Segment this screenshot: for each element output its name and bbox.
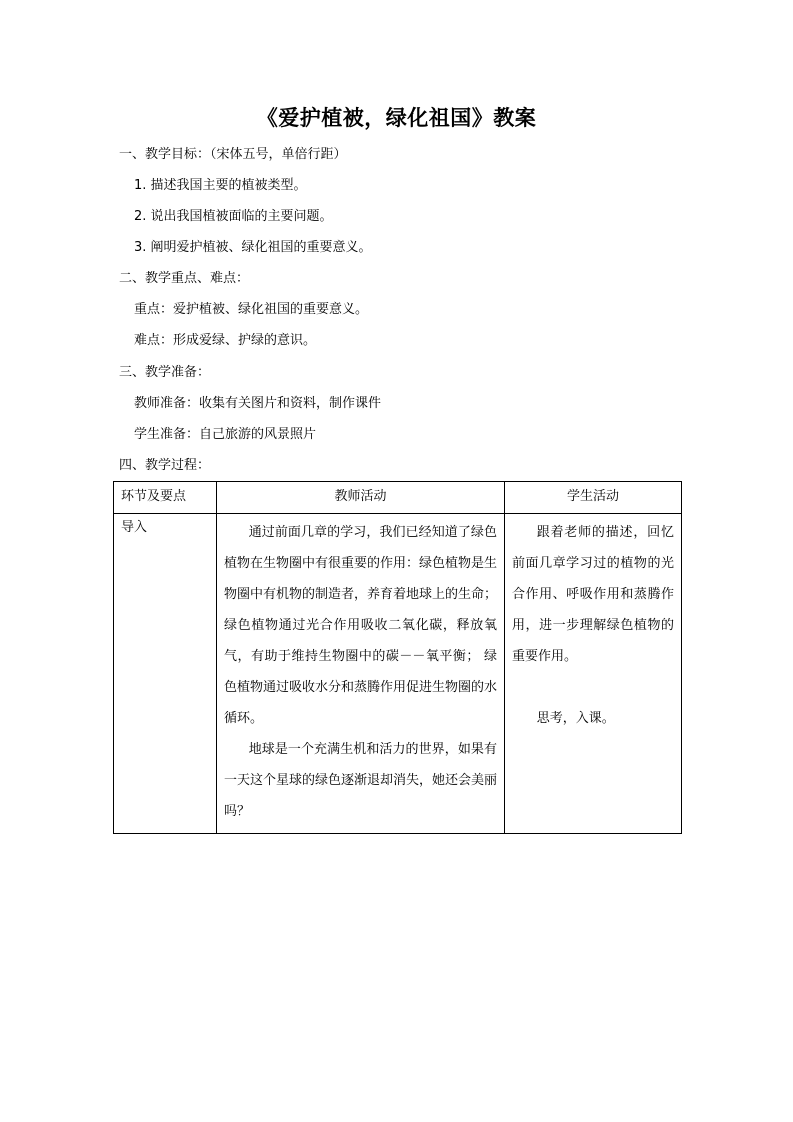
preparation-student: 学生准备：自己旅游的风景照片 — [134, 427, 317, 442]
student-paragraph-2: 思考，入课。 — [536, 711, 615, 726]
key-point-difficulty: 难点：形成爱绿、护绿的意识。 — [134, 333, 317, 348]
preparation-teacher: 教师准备：收集有关图片和资料，制作课件 — [134, 396, 382, 411]
column-header-teacher: 教师活动 — [217, 482, 505, 514]
teacher-activity-cell — [217, 514, 505, 834]
objectives-heading: 一、教学目标：（宋体五号，单倍行距） — [119, 147, 347, 162]
process-heading: 四、教学过程： — [119, 458, 211, 473]
preparation-heading: 三、教学准备： — [119, 365, 211, 380]
objective-item-1: 1. 描述我国主要的植被类型。 — [134, 178, 307, 193]
column-header-stage: 环节及要点 — [114, 482, 217, 514]
column-header-student: 学生活动 — [505, 482, 682, 514]
table-row — [114, 514, 682, 834]
objective-item-3: 3. 阐明爱护植被、绿化祖国的重要意义。 — [134, 240, 372, 255]
process-table — [113, 481, 682, 834]
document-title: 《爱护植被，绿化祖国》教案 — [256, 106, 537, 130]
table-header-row — [114, 482, 682, 514]
spacer — [512, 672, 674, 703]
key-points-heading: 二、教学重点、难点： — [119, 271, 250, 286]
key-point-focus: 重点：爱护植被、绿化祖国的重要意义。 — [134, 302, 369, 317]
stage-cell: 导入 — [114, 514, 217, 834]
student-activity-cell — [505, 514, 682, 834]
teacher-paragraph-2: 地球是一个充满生机和活力的世界，如果有一天这个星球的绿色逐渐退却消失，她还会美丽吗？ — [224, 742, 498, 819]
objective-item-2: 2. 说出我国植被面临的主要问题。 — [134, 209, 333, 224]
teacher-paragraph-1: 通过前面几章的学习，我们已经知道了绿色植物在生物圈中有很重要的作用：绿色植物是生物圈中有机物的制造者，养育着地球上的生命；绿色植物通过光合作用吸收二氧化碳，释放氧气，有助于维持生物圈中的碳－－氧平衡； 绿色植物通过吸收水分和蒸腾作用促进生物圈的水循环。 — [224, 525, 498, 726]
student-paragraph-1: 跟着老师的描述，回忆前面几章学习过的植物的光合作用、呼吸作用和蒸腾作用，进一步理解绿色植物的重要作用。 — [512, 525, 674, 664]
